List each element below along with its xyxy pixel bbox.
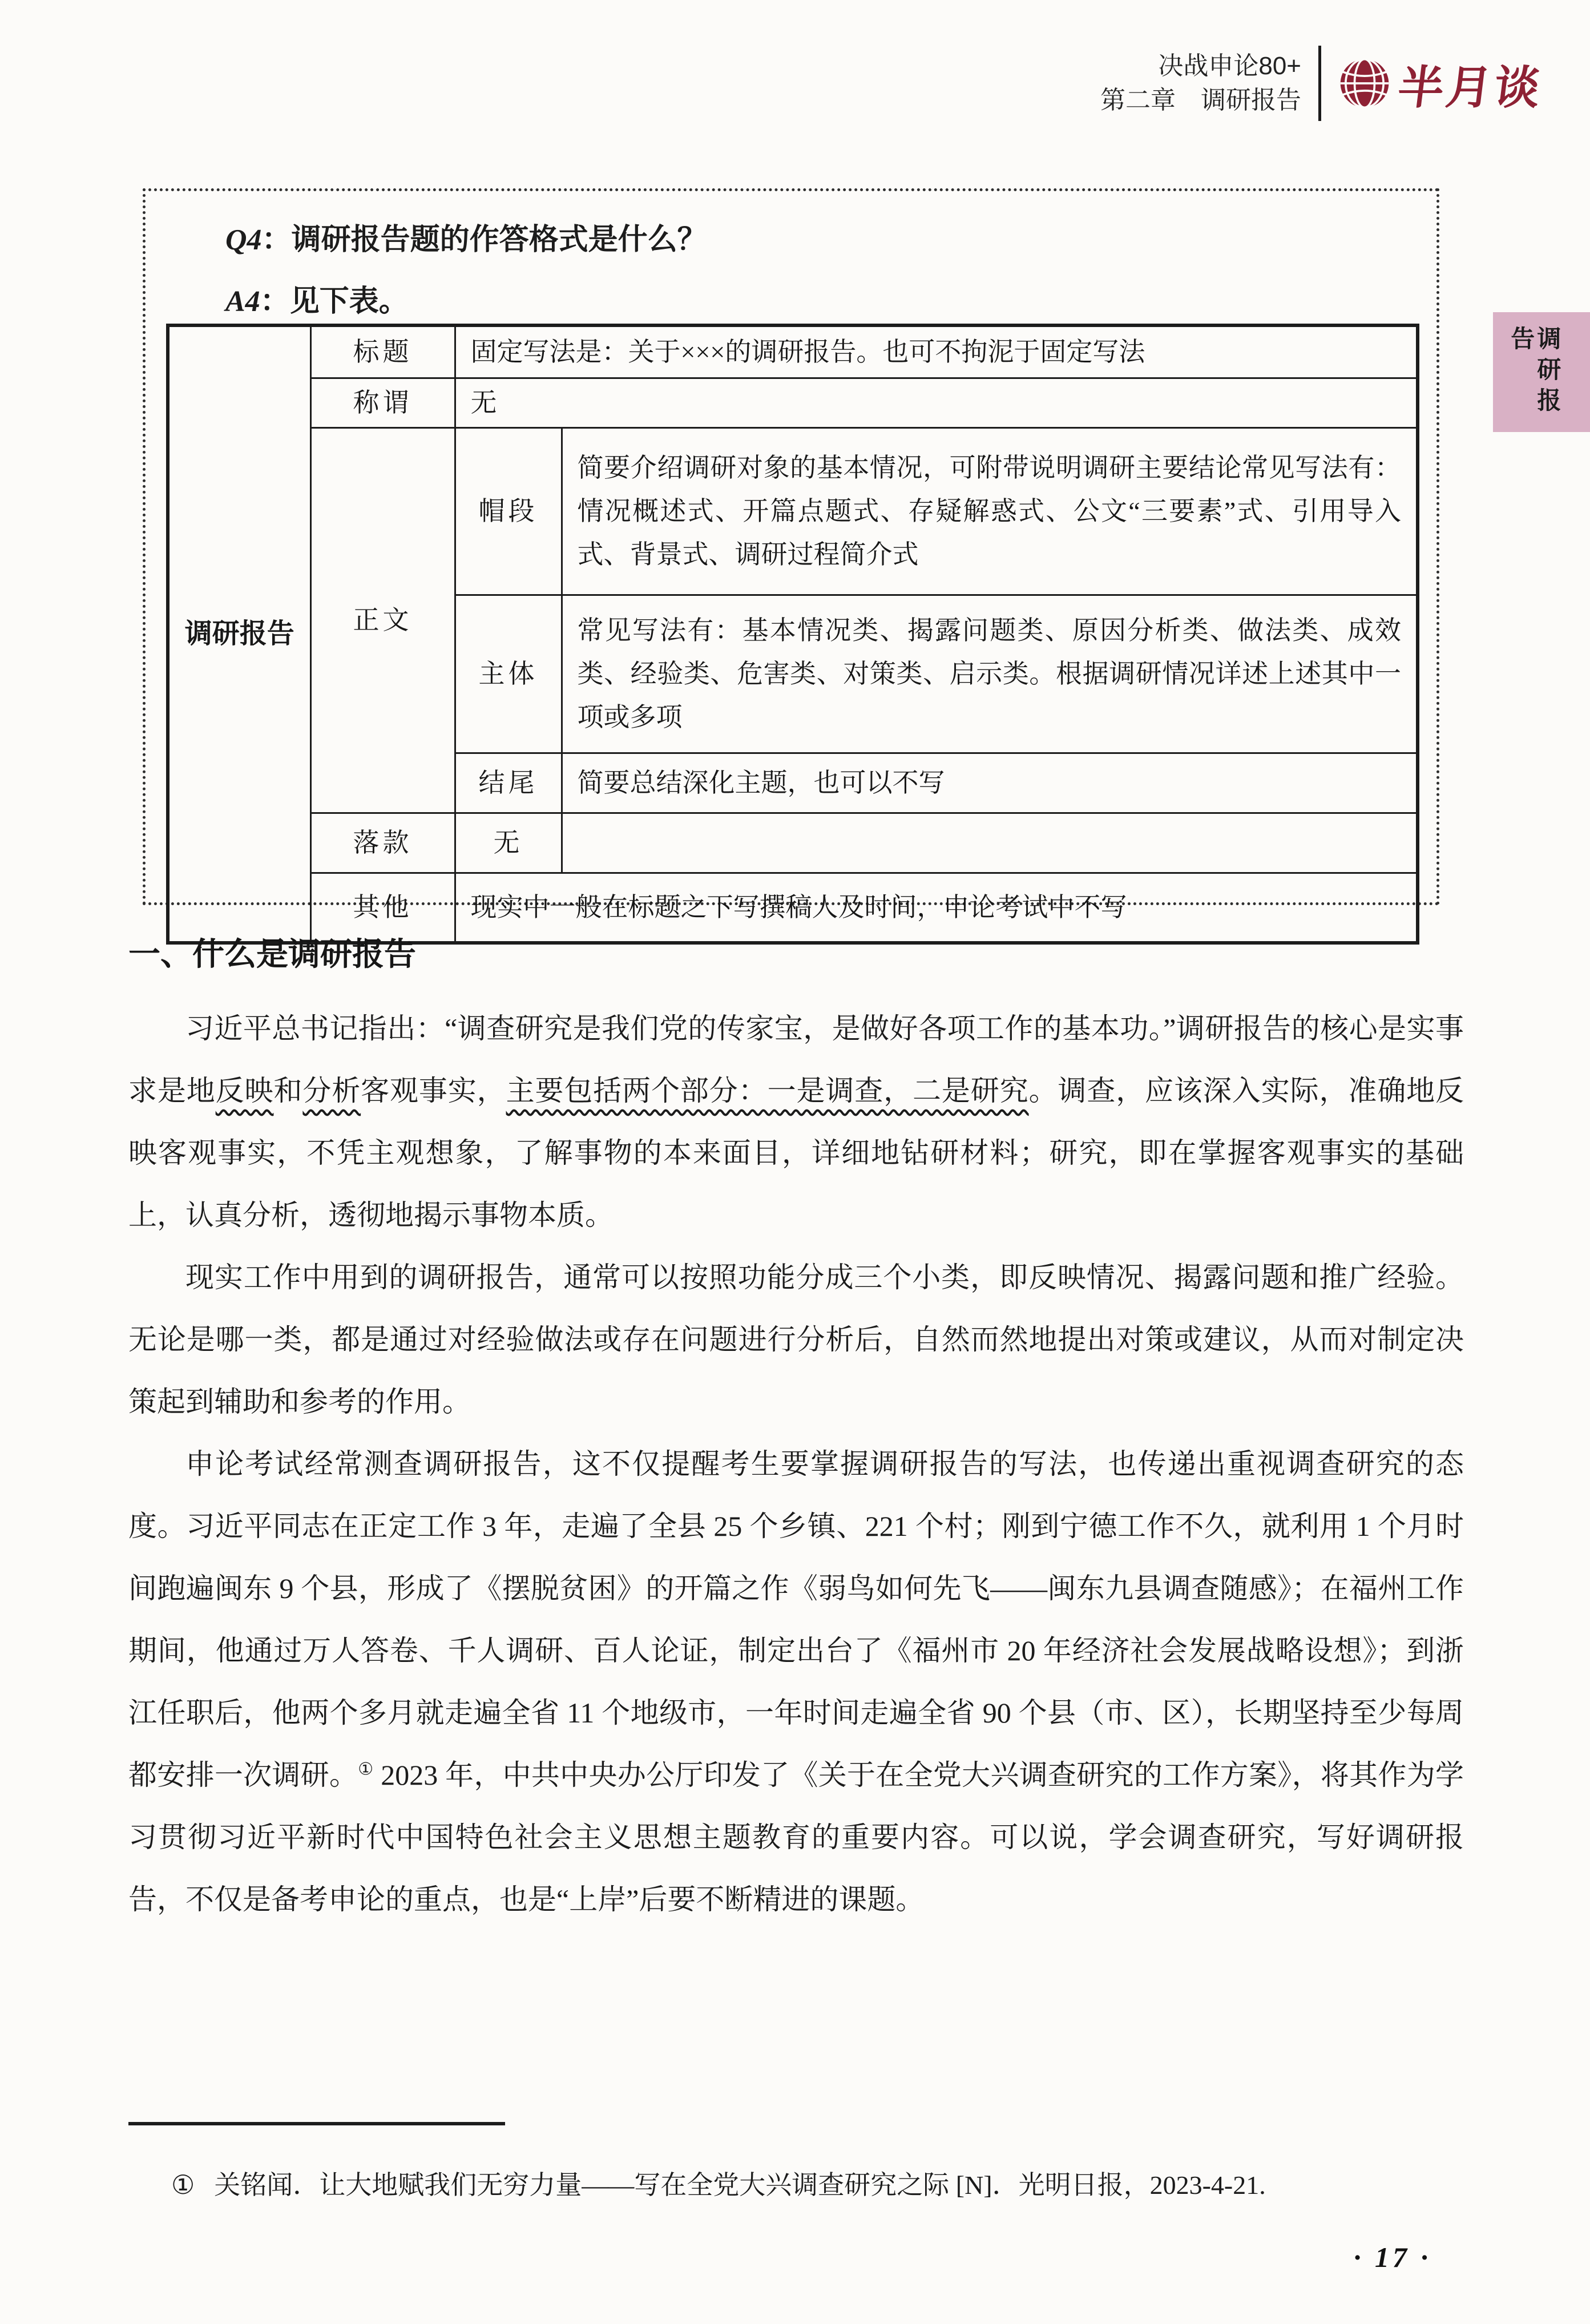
paragraph-3: 申论考试经常测查调研报告，这不仅提醒考生要掌握调研报告的写法，也传递出重视调查研究的态度。习近平同志在正定工作 3 年，走遍了全县 25 个乡镇、221 个村；刚到宁德工作不久，就利用 1 个月时间跑遍闽东 9 个县，形成了《摆脱贫困》的开篇之作《弱鸟如何先飞——闽东九县调查随感》；在福州工作期间，他通过万人答卷、千人调研、百人论证，制定出台了《福州市 20 年经济社会发展战略设想》；到浙江任职后，他两个多月就走遍全省 11 个地级市，一年时间走遍全省 90 个县（市、区），长期坚持至少每周都安排一次调研。① 2023 年，中共中央办公厅印发了《关于在全党大兴调查研究的工作方案》，将其作为学习贯彻习近平新时代中国特色社会主义思想主题教育的重要内容。可以说，学会调查研究，写好调研报告，不仅是备考申论的重点，也是“上岸”后要不断精进的课题。 [128, 1448, 1464, 1915]
brand-logo [1338, 51, 1543, 116]
table-value-main: 常见写法有：基本情况类、揭露问题类、原因分析类、做法类、成效类、经验类、危害类、对策类、启示类。根据调研情况详述上述其中一项或多项 [562, 595, 1418, 753]
footnote-separator [128, 2122, 505, 2125]
brand-name: 半月谈 [1395, 62, 1545, 113]
paragraph-2: 现实工作中用到的调研报告，通常可以按照功能分成三个小类，即反映情况、揭露问题和推广经验。无论是哪一类，都是通过对经验做法或存在问题进行分析后，自然而然地提出对策或建议，从而对制定决策起到辅助和参考的作用。 [128, 1261, 1464, 1418]
answer-text: 见下表。 [289, 285, 409, 318]
table-label-body: 正文 [310, 428, 455, 813]
page-number-value: 17 [1375, 2241, 1410, 2273]
footnote-text: 关铭闻．让大地赋我们无穷力量——写在全党大兴调查研究之际 [N]．光明日报，2023-4-21. [214, 2170, 1266, 2200]
header-titles [1022, 49, 1301, 118]
page-number-dot-right: · [1420, 2241, 1431, 2273]
table-value-signoff: 无 [455, 813, 562, 873]
table-label-ending: 结尾 [455, 753, 562, 813]
table-value-title: 固定写法是：关于×××的调研报告。也可不拘泥于固定写法 [455, 325, 1418, 378]
body-text [128, 998, 1464, 1931]
paragraph-1: 习近平总书记指出：“调查研究是我们党的传家宝，是做好各项工作的基本功。”调研报告的核心是实事求是地反映和分析客观事实，主要包括两个部分：一是调查，二是研究。调查，应该深入实际，准确地反映客观事实，不凭主观想象，了解事物的本来面目，详细地钻研材料；研究，即在掌握客观事实的基础上，认真分析，透彻地揭示事物本质。 [128, 1012, 1464, 1231]
table-label-salutation: 称谓 [310, 378, 455, 428]
book-title: 决战申论80+ [1158, 52, 1301, 80]
table-label-main: 主体 [455, 595, 562, 753]
section-heading: 一、什么是调研报告 [128, 936, 416, 972]
chapter-title: 第二章 调研报告 [1100, 86, 1301, 114]
table-empty-cell [562, 813, 1418, 873]
page-number [1354, 2241, 1431, 2274]
table-value-other: 现实中一般在标题之下写撰稿人及时间，申论考试中不写 [455, 873, 1418, 943]
table-label-signoff: 落款 [310, 813, 455, 873]
answer-line [225, 277, 409, 320]
table-value-salutation: 无 [455, 378, 1418, 428]
question-text: 调研报告题的作答格式是什么？ [291, 223, 707, 256]
footnote-marker: ① [171, 2170, 195, 2200]
chapter-side-tab [1493, 312, 1590, 432]
header-divider [1318, 46, 1321, 121]
answer-colon: ： [260, 285, 290, 318]
globe-icon [1338, 57, 1391, 110]
question-line [225, 215, 707, 258]
table-label-opening: 帽段 [455, 428, 562, 595]
table-value-opening: 简要介绍调研对象的基本情况，可附带说明调研主要结论常见写法有：情况概述式、开篇点题式、存疑解惑式、公文“三要素”式、引用导入式、背景式、调研过程简介式 [562, 428, 1418, 595]
question-label: Q4 [225, 224, 262, 256]
table-label-other: 其他 [310, 873, 455, 943]
table-value-ending: 简要总结深化主题，也可以不写 [562, 753, 1418, 813]
answer-label: A4 [225, 285, 260, 318]
footnote [171, 2168, 1467, 2203]
table-group-label: 调研报告 [168, 325, 310, 943]
side-tab-label: 调研报告 [1508, 326, 1561, 418]
format-table [166, 324, 1419, 945]
page-header [1022, 46, 1543, 121]
qa-box [143, 188, 1439, 922]
table-label-title: 标题 [310, 325, 455, 378]
page-number-dot-left: · [1354, 2241, 1365, 2273]
question-colon: ： [261, 223, 292, 256]
